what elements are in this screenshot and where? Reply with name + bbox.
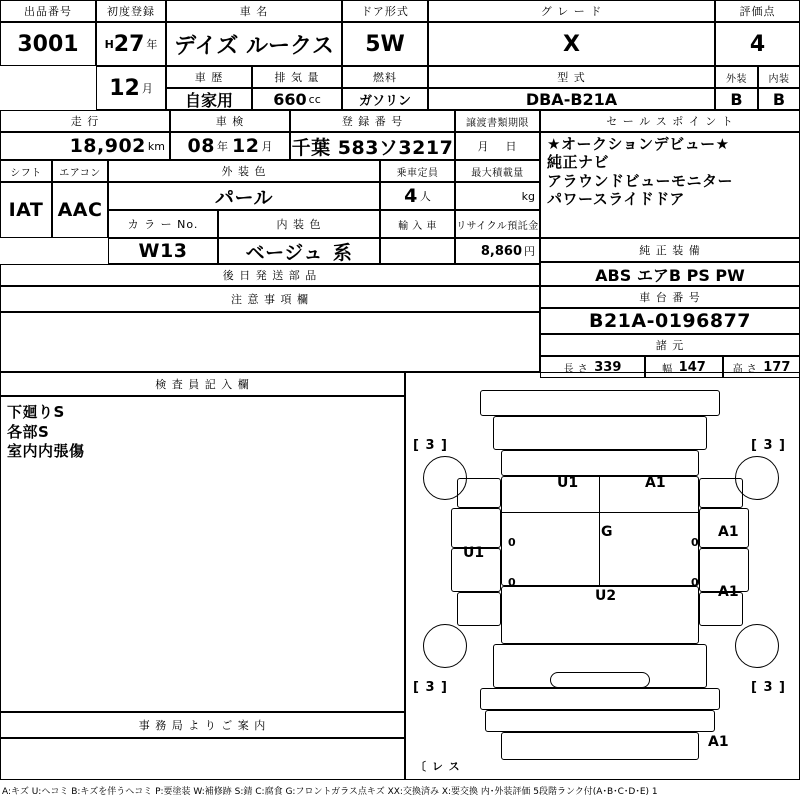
shift-label: シフト — [0, 160, 52, 182]
chassis-number-label: 車 台 番 号 — [540, 286, 800, 308]
diagram-mark: U2 — [595, 588, 617, 604]
fuel-label: 燃料 — [342, 66, 428, 88]
height-cell: 高 さ 177 — [723, 356, 800, 378]
diagram-windshield — [501, 450, 699, 476]
interior-color-value: ベージュ 系 — [218, 238, 380, 264]
first-reg-month-value: 12 月 — [96, 66, 166, 110]
shaken-label: 車 検 — [170, 110, 290, 132]
shift-value: IAT — [0, 182, 52, 238]
car-name-label: 車 名 — [166, 0, 342, 22]
import-value — [380, 238, 455, 264]
interior-color-label: 内 装 色 — [218, 210, 380, 238]
sales-point-list — [540, 132, 800, 238]
diagram-corner-rating: [ 3 ] — [751, 680, 786, 695]
diagram-mark: U1 — [557, 475, 579, 491]
diagram-small-mark: 0 — [691, 536, 699, 549]
diagram-mark: A1 — [708, 734, 729, 750]
sales-point-item: 純正ナビ — [547, 153, 610, 172]
diagram-hood — [493, 416, 707, 450]
history-value: 自家用 — [166, 88, 252, 110]
diagram-wheel-rear-left — [423, 624, 467, 668]
chassis-number-value: B21A-0196877 — [540, 308, 800, 334]
transfer-deadline-value: 月 日 — [455, 132, 540, 160]
dimensions-label: 諸 元 — [540, 334, 800, 356]
inspector-note-line: 室内内張傷 — [7, 442, 85, 460]
aircon-value: AAC — [52, 182, 108, 238]
seats-value: 4 人 — [380, 182, 455, 210]
office-guidance-area — [0, 738, 405, 780]
grade-label: グ レ ー ド — [428, 0, 715, 22]
diagram-center-line — [599, 476, 600, 586]
diagram-front-bumper — [480, 390, 720, 416]
seats-label: 乗車定員 — [380, 160, 455, 182]
diagram-small-mark: 0 — [691, 576, 699, 589]
exterior-color-label: 外 装 色 — [108, 160, 380, 182]
import-label: 輸 入 車 — [380, 210, 455, 238]
fuel-value: ガソリン — [342, 88, 428, 110]
color-no-value: W13 — [108, 238, 218, 264]
legend-footer: A:キズ U:ヘコミ B:キズを伴うヘコミ P:要塗装 W:補修跡 S:錆 C:腐食 G:フロントガラス点キズ XX:交換済み X:要交換 内･外装評価 5段階ランク付(A･B･C･D･E) 1 — [2, 786, 658, 797]
score-label: 評価点 — [715, 0, 800, 22]
inspector-note-line: 各部S — [7, 422, 50, 441]
recycle-deposit-label: リサイクル預託金 — [455, 210, 540, 238]
diagram-mark: A1 — [718, 524, 739, 540]
exterior-grade-value: B — [715, 88, 758, 110]
diagram-wheel-front-right — [735, 456, 779, 500]
displacement-label: 排 気 量 — [252, 66, 342, 88]
recycle-deposit-value: 8,860 円 — [455, 238, 540, 264]
notes-label: 注 意 事 項 欄 — [0, 286, 540, 312]
diagram-small-mark: 0 — [508, 576, 516, 589]
diagram-res-label: 〔 レ ス — [415, 760, 461, 773]
inspector-note-line: 下廻りS — [7, 403, 65, 421]
model-code-label: 型 式 — [428, 66, 715, 88]
mileage-value: 18,902 km — [0, 132, 170, 160]
inspector-label: 検 査 員 記 入 欄 — [0, 372, 405, 396]
diagram-left-front-door — [451, 508, 501, 548]
registration-number-value: 千葉 583ソ3217 — [290, 132, 455, 160]
exterior-grade-label: 外装 — [715, 66, 758, 88]
transfer-deadline-label: 譲渡書類期限 — [455, 110, 540, 132]
diagram-cabin-line-1 — [501, 512, 699, 513]
diagram-corner-rating: [ 3 ] — [413, 680, 448, 695]
grade-value: X — [428, 22, 715, 66]
displacement-value: 660 cc — [252, 88, 342, 110]
interior-grade-value: B — [758, 88, 800, 110]
genuine-equipment-value: ABS エアB PS PW — [540, 262, 800, 286]
diagram-mark: U1 — [463, 545, 485, 561]
sales-point-item: アラウンドビューモニター — [547, 171, 734, 190]
door-type-value: 5W — [342, 22, 428, 66]
notes-area — [0, 312, 540, 372]
door-type-label: ドア形式 — [342, 0, 428, 22]
width-cell: 幅 147 — [645, 356, 723, 378]
color-no-label: カ ラ ー No. — [108, 210, 218, 238]
car-name-value: デイズ ルークス — [166, 22, 342, 66]
model-code-value: DBA-B21A — [428, 88, 715, 110]
diagram-under-mid — [501, 732, 699, 760]
inspector-notes — [0, 396, 405, 712]
office-guidance-label: 事 務 局 よ り ご 案 内 — [0, 712, 405, 738]
damage-diagram — [405, 372, 800, 780]
aircon-label: エアコン — [52, 160, 108, 182]
length-cell: 長 さ 339 — [540, 356, 645, 378]
first-reg-value: H 27 年 — [96, 22, 166, 66]
diagram-roof — [501, 476, 699, 586]
sales-point-item: ★オークションデビュー★ — [547, 135, 730, 153]
diagram-wheel-rear-right — [735, 624, 779, 668]
first-reg-label: 初度登録 — [96, 0, 166, 22]
exterior-color-value: パール — [108, 182, 380, 210]
shaken-value: 08 年 12 月 — [170, 132, 290, 160]
registration-number-label: 登 録 番 号 — [290, 110, 455, 132]
diagram-left-quarter — [457, 592, 501, 626]
history-label: 車 歴 — [166, 66, 252, 88]
diagram-under-front — [485, 710, 715, 732]
score-value: 4 — [715, 22, 800, 66]
diagram-mark: A1 — [645, 475, 666, 491]
lot-value: 3001 — [0, 22, 96, 66]
diagram-mark: G — [601, 524, 613, 540]
diagram-wheel-front-left — [423, 456, 467, 500]
mileage-label: 走 行 — [0, 110, 170, 132]
max-load-value: kg — [455, 182, 540, 210]
lot-label: 出品番号 — [0, 0, 96, 22]
sales-point-item: パワースライドドア — [547, 189, 685, 208]
later-parts-label: 後 日 発 送 部 品 — [0, 264, 540, 286]
sales-point-label: セ ー ル ス ポ イ ン ト — [540, 110, 800, 132]
diagram-rear-panel — [480, 688, 720, 710]
diagram-corner-rating: [ 3 ] — [751, 438, 786, 453]
genuine-equipment-label: 純 正 装 備 — [540, 238, 800, 262]
interior-grade-label: 内装 — [758, 66, 800, 88]
diagram-rear-pill — [550, 672, 650, 688]
max-load-label: 最大積載量 — [455, 160, 540, 182]
diagram-corner-rating: [ 3 ] — [413, 438, 448, 453]
diagram-mark: A1 — [718, 584, 739, 600]
diagram-small-mark: 0 — [508, 536, 516, 549]
